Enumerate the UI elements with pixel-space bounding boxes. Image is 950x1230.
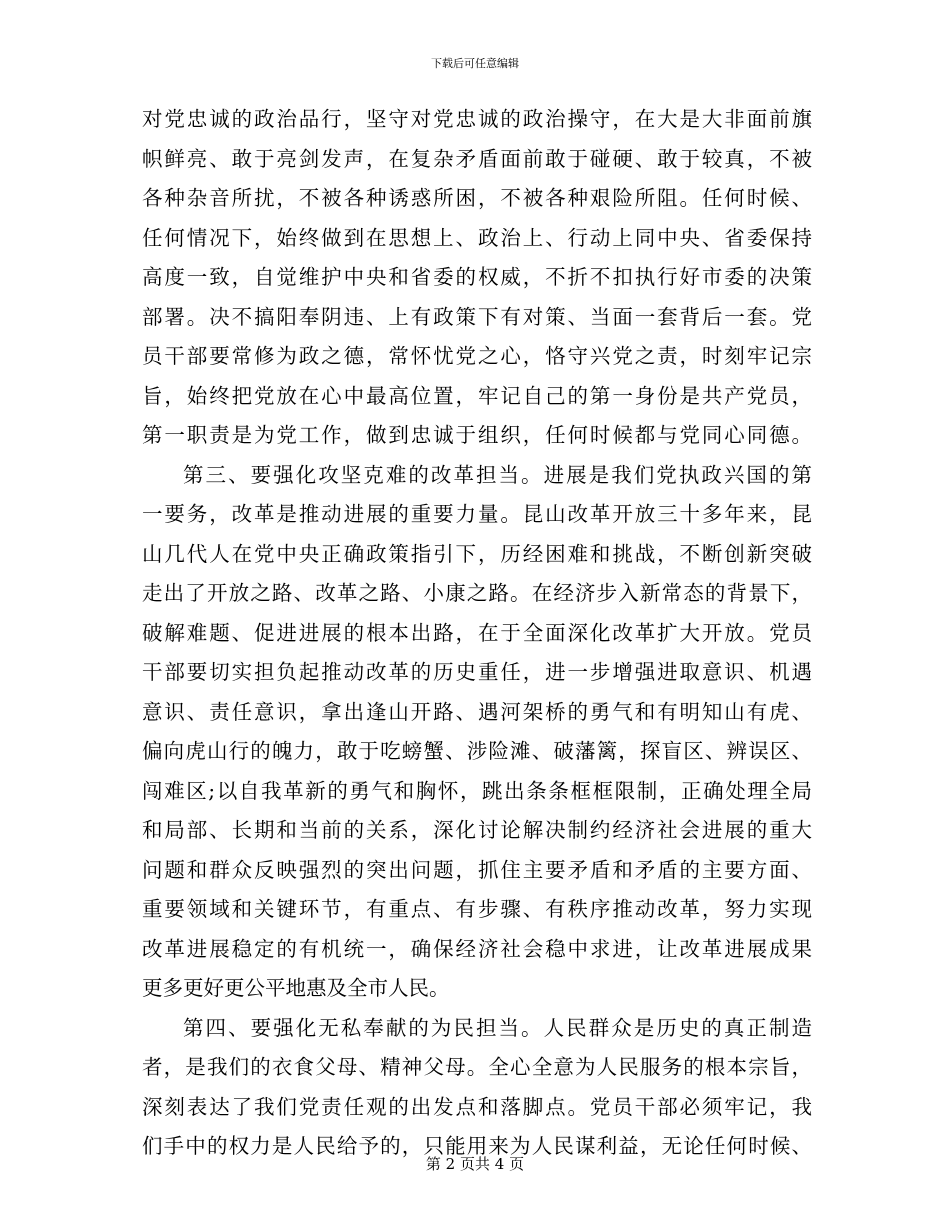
- paragraph-1: [142, 100, 812, 456]
- text-line: 干部要切实担负起推动改革的历史重任，进一步增强进取意识、机遇: [142, 660, 812, 684]
- text-line: 改革进展稳定的有机统一，确保经济社会稳中求进，让改革进展成果: [142, 936, 812, 961]
- text-line: 走出了开放之路、改革之路、小康之路。在经济步入新常态的背景下，: [142, 581, 812, 605]
- text-line: 意识、责任意识，拿出逢山开路、遇河架桥的勇气和有明知山有虎、: [142, 699, 812, 724]
- text-line: 帜鲜亮、敢于亮剑发声，在复杂矛盾面前敢于碰硬、敢于较真，不被: [142, 146, 812, 171]
- text-line: 旨，始终把党放在心中最高位置，牢记自己的第一身份是共产党员，: [142, 383, 812, 408]
- page-header: 下载后可任意编辑: [431, 57, 519, 70]
- paragraph-3: [142, 1009, 812, 1167]
- text-line: 员干部要常修为政之德，常怀忧党之心，恪守兴党之责，时刻牢记宗: [142, 344, 812, 368]
- text-line: 偏向虎山行的魄力，敢于吃螃蟹、涉险滩、破藩篱，探盲区、辨误区、: [142, 739, 812, 763]
- text-line: 各种杂音所扰，不被各种诱惑所困，不被各种艰险所阻。任何时候、: [142, 186, 812, 210]
- text-line: 山几代人在党中央正确政策指引下，历经困难和挑战，不断创新突破: [142, 541, 812, 566]
- text-line: 和局部、长期和当前的关系，深化讨论解决制约经济社会进展的重大: [142, 818, 812, 842]
- paragraph-2: [142, 456, 812, 1009]
- text-line: 重要领域和关键环节，有重点、有步骤、有秩序推动改革，努力实现: [142, 897, 812, 921]
- text-line: 闯难区;以自我革新的勇气和胸怀，跳出条条框框限制，正确处理全局: [142, 778, 812, 803]
- text-line: 破解难题、促进进展的根本出路，在于全面深化改革扩大开放。党员: [142, 620, 812, 645]
- text-line: 们手中的权力是人民给予的，只能用来为人民谋利益，无论任何时候、: [142, 1134, 812, 1158]
- text-line: 高度一致，自觉维护中央和省委的权威，不折不扣执行好市委的决策: [142, 265, 812, 289]
- text-line: 任何情况下，始终做到在思想上、政治上、行动上同中央、省委保持: [142, 225, 812, 250]
- text-line: 第三、要强化攻坚克难的改革担当。进展是我们党执政兴国的第: [183, 462, 812, 487]
- text-line: 更多更好更公平地惠及全市人民。: [142, 976, 450, 1000]
- page-number: 第 2 页共 4 页: [425, 1155, 525, 1173]
- text-line: 第四、要强化无私奉献的为民担当。人民群众是历史的真正制造: [183, 1015, 812, 1040]
- text-line: 一要务，改革是推动进展的重要力量。昆山改革开放三十多年来，昆: [142, 502, 812, 526]
- text-line: 者，是我们的衣食父母、精神父母。全心全意为人民服务的根本宗旨，: [142, 1055, 812, 1079]
- text-line: 部署。决不搞阳奉阴违、上有政策下有对策、当面一套背后一套。党: [142, 304, 812, 329]
- document-body: [142, 100, 812, 1167]
- text-line: 深刻表达了我们党责任观的出发点和落脚点。党员干部必须牢记，我: [142, 1094, 812, 1119]
- text-line: 第一职责是为党工作，做到忠诚于组织，任何时候都与党同心同德。: [142, 423, 812, 447]
- text-line: 对党忠诚的政治品行，坚守对党忠诚的政治操守，在大是大非面前旗: [142, 107, 812, 131]
- text-line: 问题和群众反映强烈的突出问题，抓住主要矛盾和矛盾的主要方面、: [142, 857, 812, 882]
